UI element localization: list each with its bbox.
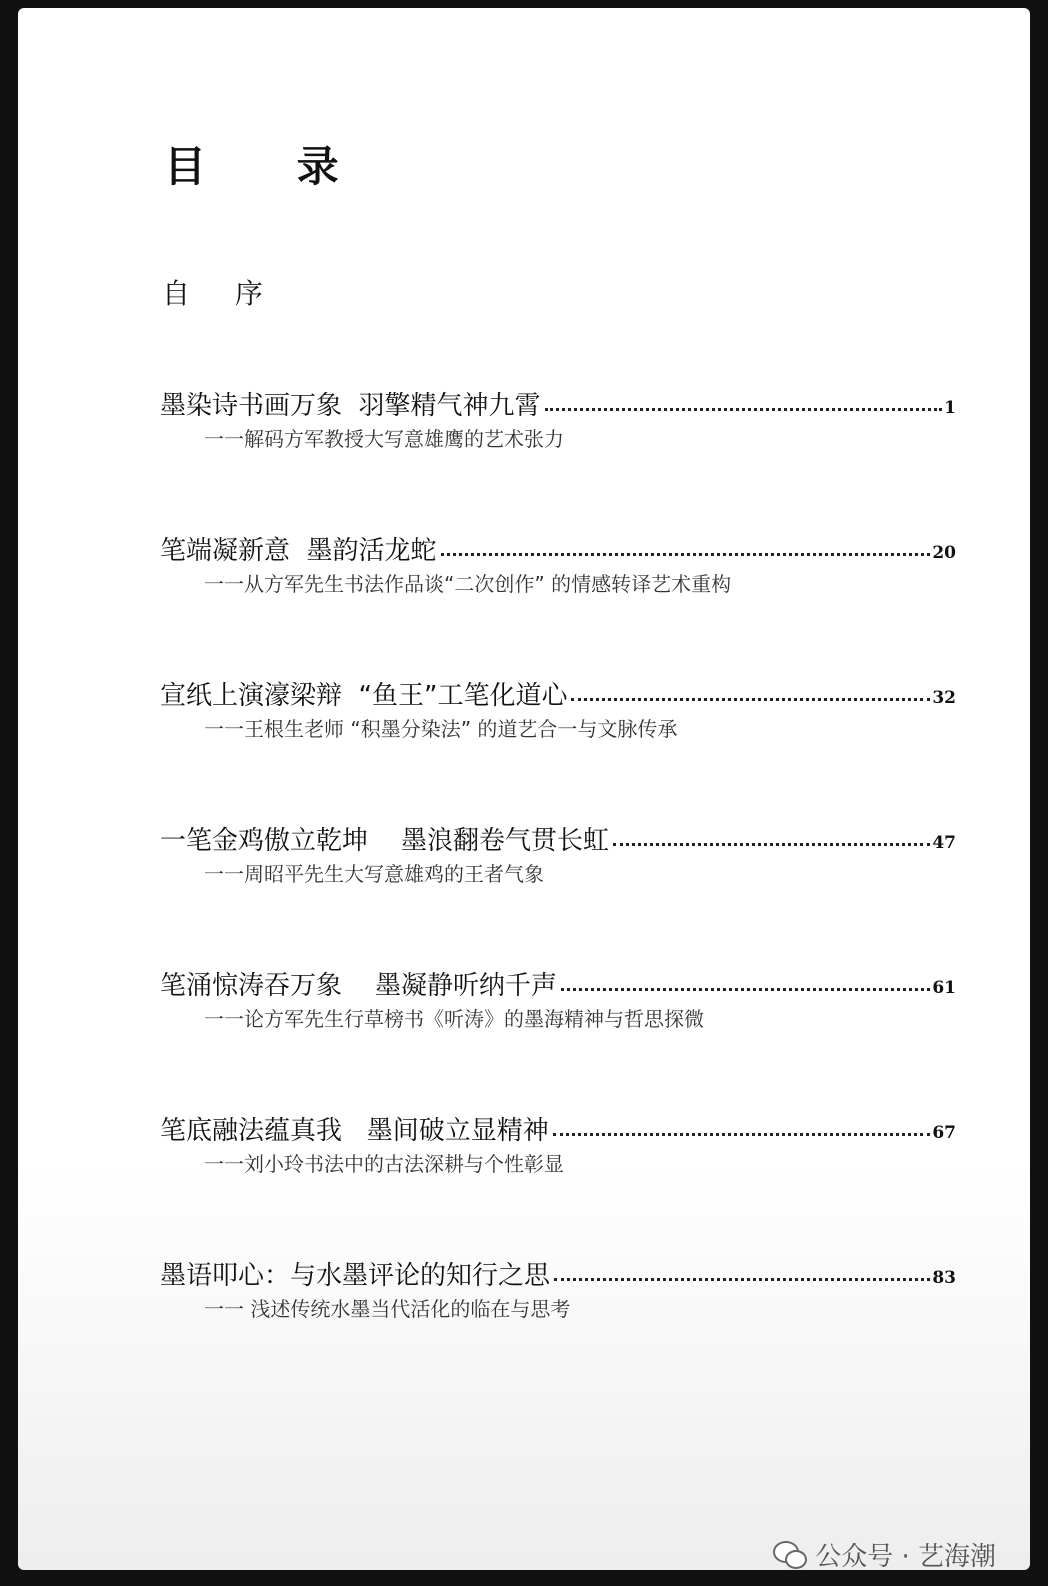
toc-entry-row: [160, 818, 956, 854]
dot-leader: [571, 698, 930, 701]
toc-entry-page: 83: [932, 1268, 956, 1288]
toc-entry-title: 宣纸上演濠梁辩 “鱼王”工笔化道心: [160, 681, 568, 711]
toc-entry-row: [160, 383, 956, 419]
toc-entry: [160, 963, 956, 1108]
toc-entry: [160, 1108, 956, 1253]
toc-entry: [160, 383, 956, 528]
toc-heading: 目 录: [164, 142, 377, 191]
toc-entry: [160, 673, 956, 818]
dot-leader: [545, 408, 943, 411]
toc-entry-title: 笔涌惊涛吞万象 墨凝静听纳千声: [160, 971, 558, 1001]
toc-entry-row: [160, 1108, 956, 1144]
toc-entry-row: [160, 1253, 956, 1289]
toc-entry: [160, 528, 956, 673]
dot-leader: [553, 1133, 931, 1136]
toc-entry-page: 32: [932, 688, 956, 708]
toc-entry-page: 47: [932, 833, 956, 853]
toc-entry-page: 1: [944, 398, 956, 418]
toc-entry-subtitle: 一一 浅述传统水墨当代活化的临在与思考: [204, 1297, 571, 1321]
toc-entry-row: [160, 963, 956, 999]
toc-entry: [160, 1253, 956, 1398]
dot-leader: [554, 1278, 930, 1281]
watermark: [773, 1536, 996, 1570]
toc-entry-subtitle: 一一刘小玲书法中的古法深耕与个性彰显: [204, 1152, 564, 1176]
toc-entry-subtitle: 一一论方军先生行草榜书《听涛》的墨海精神与哲思探微: [204, 1007, 704, 1031]
toc-entry-title: 墨染诗书画万象 羽擎精气神九霄: [160, 391, 541, 421]
toc-entry-page: 61: [932, 978, 956, 998]
toc-entry-subtitle: 一一王根生老师 “积墨分染法” 的道艺合一与文脉传承: [204, 717, 678, 741]
watermark-text: 公众号 · 艺海潮: [815, 1542, 996, 1570]
toc-entry-title: 墨语叩心：与水墨评论的知行之思: [160, 1261, 551, 1291]
dot-leader: [441, 553, 931, 556]
document-page: [18, 8, 1030, 1570]
toc-entry-title: 一笔金鸡傲立乾坤 墨浪翻卷气贯长虹: [160, 826, 610, 856]
preface-entry: 自 序: [162, 277, 281, 310]
toc-entry-title: 笔底融法蕴真我 墨间破立显精神: [160, 1116, 549, 1146]
toc-entry-row: [160, 673, 956, 709]
dot-leader: [561, 988, 930, 991]
toc-entry-row: [160, 528, 956, 564]
toc-entry-subtitle: 一一解码方军教授大写意雄鹰的艺术张力: [204, 427, 564, 451]
dot-leader: [613, 843, 930, 846]
toc-entry-title: 笔端凝新意 墨韵活龙蛇: [160, 536, 437, 566]
toc-entry-subtitle: 一一周昭平先生大写意雄鸡的王者气象: [204, 862, 544, 886]
wechat-icon: [773, 1541, 807, 1569]
toc-entry-page: 67: [932, 1123, 956, 1143]
toc-entries: [160, 383, 956, 1398]
toc-entry-subtitle: 一一从方军先生书法作品谈“二次创作” 的情感转译艺术重构: [204, 572, 732, 596]
toc-entry-page: 20: [932, 543, 956, 563]
toc-entry: [160, 818, 956, 963]
